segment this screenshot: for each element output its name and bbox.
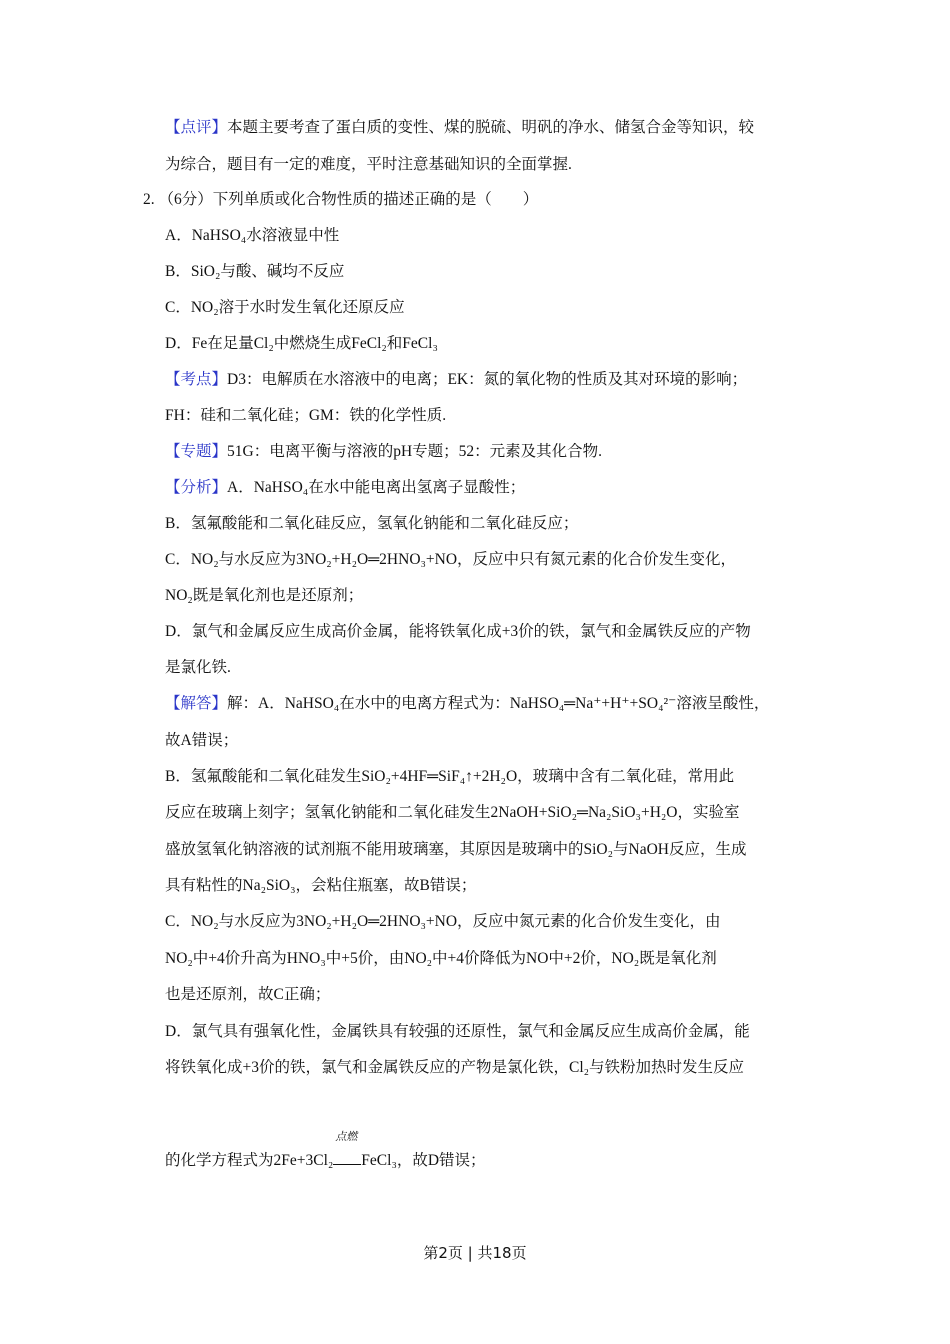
- answer-line-5: 盛放氢氧化钠溶液的试剂瓶不能用玻璃塞，其原因是玻璃中的SiO₂与NaOH反应，生成: [165, 841, 747, 858]
- answer-line-9: 也是还原剂，故C正确；: [165, 986, 331, 1003]
- analysis-line-6: 是氯化铁.: [165, 659, 231, 676]
- answer-line-7: C．NO₂与水反应为3NO₂+H₂O═2HNO₃+NO，反应中氮元素的化合价发生变化，由: [165, 913, 721, 930]
- reaction-arrow-line: [333, 1164, 361, 1165]
- answer-equation-line: 的化学方程式为2Fe+3Cl₂ 点燃 FeCl₃，故D错误；: [165, 1131, 486, 1169]
- answer-line-11: 将铁氧化成+3价的铁，氯气和金属铁反应的产物是氯化铁，Cl₂与铁粉加热时发生反应: [165, 1059, 745, 1076]
- kaodian-line-2: FH：硅和二氧化硅；GM：铁的化学性质.: [165, 407, 447, 424]
- option-d: D．Fe在足量Cl₂中燃烧生成FeCl₂和FeCl₃: [165, 335, 438, 352]
- option-a: A．NaHSO₄水溶液显中性: [165, 227, 340, 244]
- zhuanti-line: 【专题】51G：电离平衡与溶液的pH专题；52：元素及其化合物.: [165, 443, 603, 460]
- analysis-line-4: NO₂既是氧化剂也是还原剂；: [165, 587, 364, 604]
- option-b: B．SiO₂与酸、碱均不反应: [165, 263, 345, 280]
- analysis-line-5: D．氯气和金属反应生成高价金属，能将铁氧化成+3价的铁，氯气和金属铁反应的产物: [165, 623, 751, 640]
- option-c: C．NO₂溶于水时发生氧化还原反应: [165, 299, 405, 316]
- page-footer: 第2页 | 共18页: [423, 1244, 527, 1262]
- analysis-line-2: B．氢氟酸能和二氧化硅反应，氢氧化钠能和二氧化硅反应；: [165, 515, 579, 532]
- kaodian-line-1: 【考点】D3：电解质在水溶液中的电离；EK：氮的氧化物的性质及其对环境的影响；: [165, 371, 748, 388]
- review-line-1: 【点评】本题主要考查了蛋白质的变性、煤的脱硫、明矾的净水、储氢合金等知识，较: [165, 119, 755, 136]
- answer-line-8: NO₂中+4价升高为HNO₃中+5价，由NO₂中+4价降低为NO中+2价，NO₂既是氧化剂: [165, 950, 717, 967]
- analysis-tag: 【分析】: [165, 479, 228, 496]
- kaodian-tag: 【考点】: [165, 371, 228, 388]
- answer-line-6: 具有粘性的Na₂SiO₃，会粘住瓶塞，故B错误；: [165, 877, 477, 894]
- analysis-line-3: C．NO₂与水反应为3NO₂+H₂O═2HNO₃+NO，反应中只有氮元素的化合价发生变化，: [165, 551, 737, 568]
- answer-line-4: 反应在玻璃上刻字；氢氧化钠能和二氧化硅发生2NaOH+SiO₂═Na₂SiO₃+H₂O，实验室: [165, 804, 740, 821]
- zhuanti-tag: 【专题】: [165, 443, 228, 460]
- review-line-2: 为综合，题目有一定的难度，平时注意基础知识的全面掌握.: [165, 156, 572, 173]
- answer-tag: 【解答】: [165, 695, 228, 712]
- question-stem: 2. （6分）下列单质或化合物性质的描述正确的是（ ）: [143, 191, 539, 208]
- analysis-line-1: 【分析】A．NaHSO₄在水中能电离出氢离子显酸性；: [165, 479, 526, 496]
- review-tag: 【点评】: [165, 119, 228, 136]
- answer-line-3: B．氢氟酸能和二氧化硅发生SiO₂+4HF═SiF₄↑+2H₂O，玻璃中含有二氧化硅，常用此: [165, 768, 735, 785]
- reaction-condition: 点燃: [333, 1149, 361, 1165]
- answer-line-2: 故A错误；: [165, 732, 239, 749]
- answer-line-10: D．氯气具有强氧化性，金属铁具有较强的还原性，氯气和金属反应生成高价金属，能: [165, 1023, 750, 1040]
- answer-line-1: 【解答】解：A．NaHSO₄在水中的电离方程式为：NaHSO₄═Na⁺+H⁺+SO₄²⁻溶液呈酸性，: [165, 695, 770, 712]
